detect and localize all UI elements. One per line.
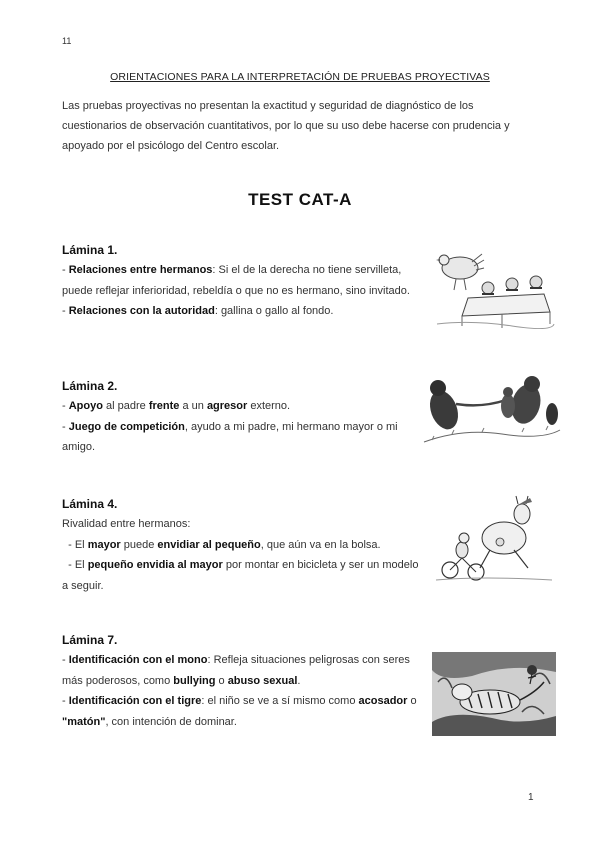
lamina-4-illustration bbox=[432, 494, 556, 586]
lamina-2-section bbox=[62, 376, 422, 458]
lamina-2-title: Lámina 2. bbox=[62, 379, 118, 393]
lamina-4-title: Lámina 4. bbox=[62, 497, 118, 511]
lamina-4-intro: Rivalidad entre hermanos: bbox=[62, 518, 191, 530]
lamina-1-illustration bbox=[432, 246, 556, 330]
lamina-1-item-2: - Relaciones con la autoridad: gallina o gallo al fondo. bbox=[62, 305, 334, 317]
page-number: 1 bbox=[528, 792, 534, 803]
lamina-7-illustration bbox=[432, 652, 556, 736]
lamina-2-illustration bbox=[422, 374, 562, 450]
intro-paragraph: Las pruebas proyectivas no presentan la exactitud y seguridad de diagnóstico de los cuestionarios de observación cuantitativos, por lo que su uso debe hacerse con prudencia y apoyado por el psicólogo del Centro escolar. bbox=[62, 100, 510, 152]
lamina-4-item-2: - El pequeño envidia al mayor por montar en bicicleta y ser un modelo a seguir. bbox=[62, 559, 422, 592]
page-title: TEST CAT-A bbox=[248, 190, 352, 209]
lamina-2-item-1: - Apoyo al padre frente a un agresor externo. bbox=[62, 400, 291, 412]
lamina-7-item-1: - Identificación con el mono: Refleja situaciones peligrosas con seres más poderosos, como bullying o abuso sexual. bbox=[62, 654, 410, 687]
section-heading: ORIENTACIONES PARA LA INTERPRETACIÓN DE PRUEBAS PROYECTIVAS bbox=[110, 71, 490, 83]
lamina-1-item-1: - Relaciones entre hermanos: Si el de la derecha no tiene servilleta, puede reflejar inferioridad, rebeldía o que no es hermano, sino invitado. bbox=[62, 264, 410, 297]
lamina-1-section bbox=[62, 240, 422, 322]
page-label: 11 bbox=[62, 36, 72, 46]
lamina-7-title: Lámina 7. bbox=[62, 633, 118, 647]
lamina-1-title: Lámina 1. bbox=[62, 243, 118, 257]
lamina-4-section bbox=[62, 494, 422, 596]
lamina-2-item-2: - Juego de competición, ayudo a mi padre, mi hermano mayor o mi amigo. bbox=[62, 420, 398, 453]
lamina-7-item-2: - Identificación con el tigre: el niño se ve a sí mismo como acosador o "matón", con intención de dominar. bbox=[62, 695, 417, 728]
lamina-4-item-1: - El mayor puede envidiar al pequeño, que aún va en la bolsa. bbox=[62, 538, 381, 551]
lamina-7-section bbox=[62, 630, 422, 732]
